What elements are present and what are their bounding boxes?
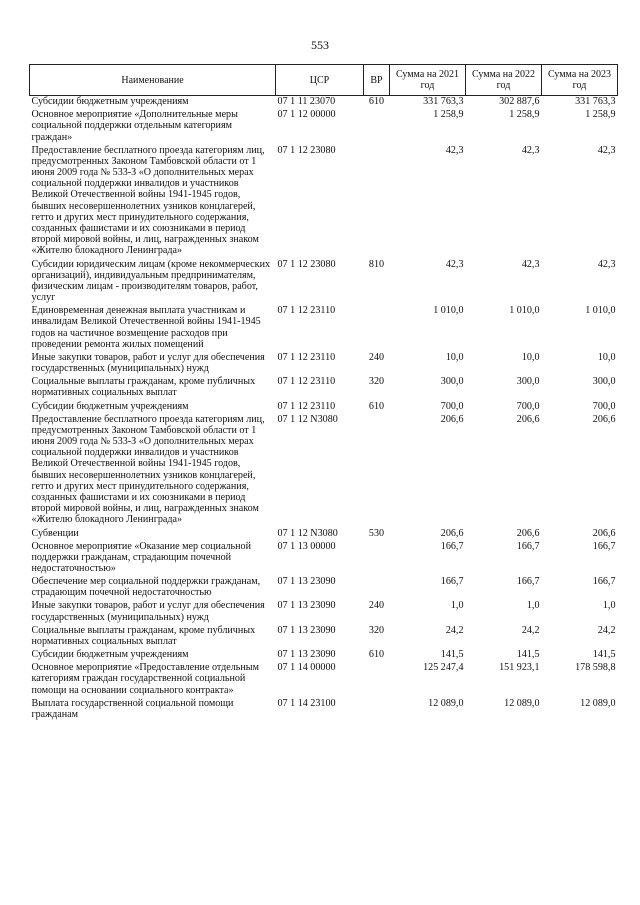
- row-vr: [364, 698, 390, 722]
- row-sum-2021: 1 010,0: [433, 305, 464, 317]
- row-sum-2021: 125 247,4: [423, 662, 464, 674]
- row-name: Основное мероприятие «Предоставление отдельным категориям граждан государственной социальной помощи на основании социального контракта»: [31, 662, 259, 696]
- row-sum-2023: 24,2: [597, 624, 616, 636]
- row-sum-2023: 12 089,0: [580, 697, 616, 709]
- row-sum-2023: 331 763,3: [575, 96, 616, 107]
- row-vr: [364, 414, 390, 528]
- row-csr: 07 1 13 23090: [277, 600, 336, 612]
- row-sum-2023: 178 598,8: [575, 662, 616, 674]
- row-csr: 07 1 13 23090: [277, 576, 336, 588]
- row-sum-2021: 141,5: [440, 649, 464, 661]
- row-vr: [364, 305, 390, 352]
- table-row: [30, 376, 618, 400]
- row-sum-2022: 24,2: [521, 624, 540, 636]
- table-body: [30, 96, 618, 722]
- table-row: [30, 600, 618, 624]
- row-name: Иные закупки товаров, работ и услуг для обеспечения государственных (муниципальных) нужд: [31, 600, 265, 623]
- row-sum-2022: 12 089,0: [504, 697, 540, 709]
- row-sum-2021: 12 089,0: [428, 697, 464, 709]
- row-sum-2021: 1 258,9: [433, 109, 464, 121]
- row-sum-2022: 10,0: [521, 351, 540, 363]
- row-vr: [364, 541, 390, 577]
- row-sum-2022: 1 010,0: [509, 305, 540, 317]
- row-vr: 240: [368, 351, 385, 363]
- row-name: Основное мероприятие «Дополнительные меры социальной поддержки отдельным категориям граждан»: [31, 109, 238, 143]
- row-vr: 320: [368, 624, 385, 636]
- table-row: [30, 414, 618, 528]
- row-sum-2022: 166,7: [516, 576, 540, 588]
- table-row: [30, 401, 618, 414]
- table-row: [30, 649, 618, 662]
- row-name: Основное мероприятие «Оказание мер социальной поддержки гражданам, страдающим почечной недостаточностью»: [31, 540, 251, 575]
- row-sum-2023: 700,0: [592, 400, 616, 412]
- row-csr: 07 1 12 N3080: [277, 527, 338, 539]
- row-vr: [364, 109, 390, 145]
- row-sum-2021: 166,7: [440, 576, 464, 588]
- row-vr: 810: [368, 258, 385, 270]
- row-sum-2022: 1 258,9: [509, 109, 540, 121]
- budget-table: [29, 64, 618, 722]
- row-sum-2023: 141,5: [592, 649, 616, 661]
- row-name: Субсидии бюджетным учреждениям: [31, 400, 189, 412]
- row-name: Предоставление бесплатного проезда категориям лиц, предусмотренных Законом Тамбовской области от 1 июня 2009 года № 533-З «О дополнительных мерах социальной поддержки инвалидов и участников Великой Отечественной войны 1941-1945 годов, бывших несовершеннолетних узников концлагерей, гетто и других мест принудительного содержания, созданных фашистами и их союзниками в период второй мировой войны, и лиц, награжденных знаком «Жителю блокадного Ленинграда»: [31, 413, 265, 526]
- row-sum-2022: 302 887,6: [499, 96, 540, 107]
- table-row: [30, 96, 618, 110]
- row-csr: 07 1 12 23110: [277, 400, 336, 412]
- header-name: Наименование: [30, 65, 276, 96]
- row-vr: 610: [368, 96, 385, 107]
- row-csr: 07 1 12 00000: [277, 109, 336, 121]
- row-sum-2021: 10,0: [445, 351, 464, 363]
- row-csr: 07 1 11 23070: [277, 96, 336, 107]
- row-name: Обеспечение мер социальной поддержки гражданам, страдающим почечной недостаточностью: [31, 576, 261, 599]
- row-csr: 07 1 13 00000: [277, 540, 336, 552]
- row-sum-2022: 42,3: [521, 258, 540, 270]
- table-row: [30, 352, 618, 376]
- table-row: [30, 305, 618, 352]
- row-vr: 530: [368, 527, 385, 539]
- header-sum-2023: Сумма на 2023 год: [542, 65, 618, 96]
- row-csr: 07 1 13 23090: [277, 624, 336, 636]
- row-vr: 240: [368, 600, 385, 612]
- row-vr: 610: [368, 649, 385, 661]
- table-row: [30, 698, 618, 722]
- row-sum-2021: 700,0: [440, 400, 464, 412]
- row-csr: 07 1 12 23110: [277, 305, 336, 317]
- row-csr: 07 1 14 00000: [277, 662, 336, 674]
- row-name: Субсидии бюджетным учреждениям: [31, 96, 189, 107]
- row-sum-2022: 1,0: [526, 600, 540, 612]
- table-row: [30, 576, 618, 600]
- row-sum-2023: 42,3: [597, 144, 616, 156]
- row-sum-2023: 166,7: [592, 540, 616, 552]
- row-csr: 07 1 12 23080: [277, 144, 336, 156]
- row-csr: 07 1 12 23110: [277, 351, 336, 363]
- header-sum-2022: Сумма на 2022 год: [466, 65, 542, 96]
- row-sum-2021: 42,3: [445, 258, 464, 270]
- row-sum-2021: 206,6: [440, 527, 464, 539]
- table-row: [30, 259, 618, 306]
- row-sum-2022: 700,0: [516, 400, 540, 412]
- row-sum-2022: 300,0: [516, 376, 540, 388]
- table-row: [30, 109, 618, 145]
- row-name: Субвенции: [31, 527, 79, 539]
- row-vr: [364, 145, 390, 259]
- row-name: Единовременная денежная выплата участникам и инвалидам Великой Отечественной войны 1941-1945 годов на частичное возмещение расходов при проведении ремонта жилых помещений: [31, 305, 261, 350]
- row-sum-2021: 24,2: [445, 624, 464, 636]
- row-sum-2023: 1 258,9: [585, 109, 616, 121]
- row-sum-2023: 42,3: [597, 258, 616, 270]
- row-sum-2021: 300,0: [440, 376, 464, 388]
- row-name: Предоставление бесплатного проезда категориям лиц, предусмотренных Законом Тамбовской области от 1 июня 2009 года № 533-З «О дополнительных мерах социальной поддержки инвалидов и участников Великой Отечественной войны 1941-1945 годов, бывших несовершеннолетних узников концлагерей, гетто и других мест принудительного содержания, созданных фашистами и их союзниками в период второй мировой войны, и лиц, награжденных знаком «Жителю блокадного Ленинграда»: [31, 144, 265, 257]
- row-sum-2021: 206,6: [440, 413, 464, 425]
- row-sum-2023: 1 010,0: [585, 305, 616, 317]
- row-name: Выплата государственной социальной помощи гражданам: [31, 697, 234, 720]
- row-sum-2021: 166,7: [440, 540, 464, 552]
- table-row: [30, 145, 618, 259]
- row-sum-2021: 1,0: [450, 600, 464, 612]
- table-row: [30, 541, 618, 577]
- row-sum-2021: 331 763,3: [423, 96, 464, 107]
- row-sum-2022: 151 923,1: [499, 662, 540, 674]
- row-name: Иные закупки товаров, работ и услуг для обеспечения государственных (муниципальных) нужд: [31, 351, 265, 375]
- row-vr: 610: [368, 400, 385, 412]
- row-sum-2022: 206,6: [516, 413, 540, 425]
- row-csr: 07 1 12 23110: [277, 376, 336, 388]
- row-vr: [364, 662, 390, 698]
- row-sum-2023: 300,0: [592, 376, 616, 388]
- row-name: Субсидии бюджетным учреждениям: [31, 649, 189, 661]
- row-sum-2023: 206,6: [592, 413, 616, 425]
- row-vr: 320: [368, 376, 385, 388]
- page-number: 553: [311, 38, 329, 52]
- row-sum-2023: 166,7: [592, 576, 616, 588]
- row-name: Социальные выплаты гражданам, кроме публичных нормативных социальных выплат: [31, 624, 256, 647]
- table-row: [30, 625, 618, 649]
- table-row: [30, 528, 618, 541]
- row-sum-2022: 166,7: [516, 540, 540, 552]
- table-row: [30, 662, 618, 698]
- row-csr: 07 1 12 N3080: [277, 413, 338, 425]
- header-vr: ВР: [364, 65, 390, 96]
- header-sum-2021: Сумма на 2021 год: [390, 65, 466, 96]
- row-sum-2022: 206,6: [516, 527, 540, 539]
- row-csr: 07 1 12 23080: [277, 258, 336, 270]
- row-sum-2022: 42,3: [521, 144, 540, 156]
- table-header-row: [30, 65, 618, 96]
- row-sum-2023: 206,6: [592, 527, 616, 539]
- row-sum-2021: 42,3: [445, 144, 464, 156]
- header-csr: ЦСР: [276, 65, 364, 96]
- row-vr: [364, 576, 390, 600]
- row-csr: 07 1 13 23090: [277, 649, 336, 661]
- row-sum-2023: 1,0: [602, 600, 616, 612]
- row-sum-2023: 10,0: [597, 351, 616, 363]
- row-sum-2022: 141,5: [516, 649, 540, 661]
- row-name: Субсидии юридическим лицам (кроме некоммерческих организаций), индивидуальным предпринимателям, физическим лицам - производителям товаров, работ, услуг: [31, 258, 271, 304]
- row-name: Социальные выплаты гражданам, кроме публичных нормативных социальных выплат: [31, 376, 256, 399]
- row-csr: 07 1 14 23100: [277, 697, 336, 709]
